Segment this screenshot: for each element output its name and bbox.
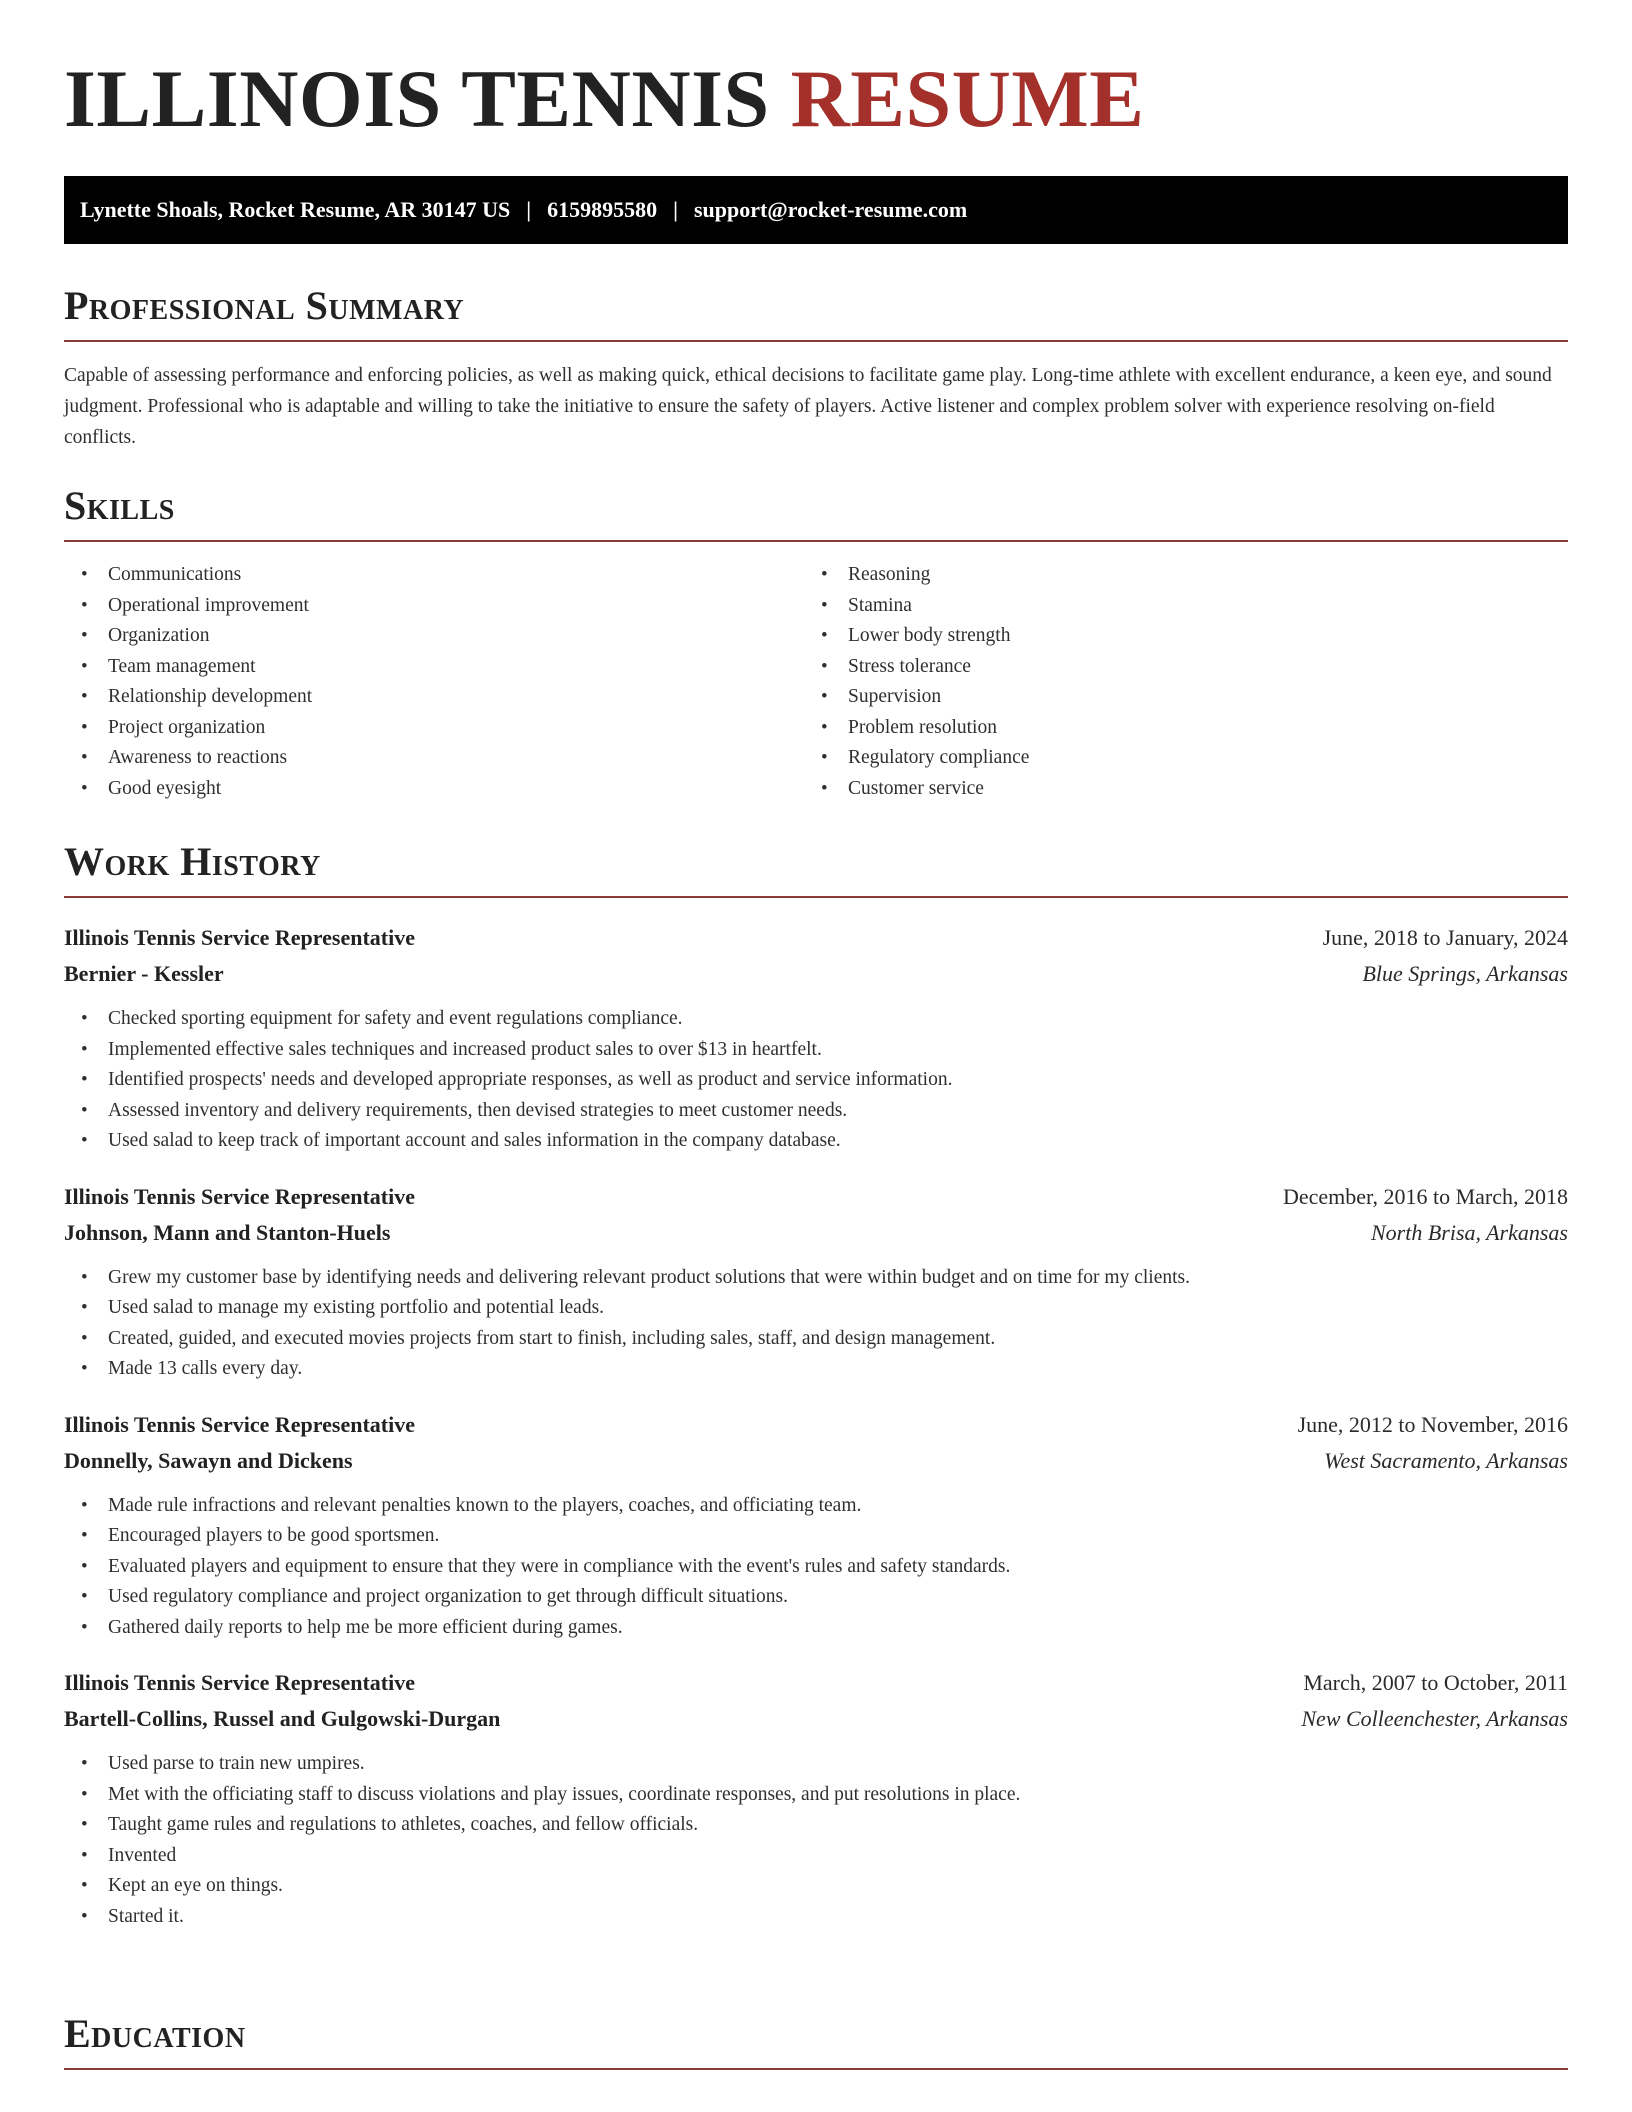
job-dates: June, 2018 to January, 2024 (1322, 925, 1568, 950)
skills-section (64, 483, 1568, 804)
contact-separator: | (673, 197, 678, 222)
skill-item: • Regulatory compliance (804, 743, 1544, 774)
job-dates: March, 2007 to October, 2011 (1303, 1670, 1568, 1695)
job-location: New Colleenchester, Arkansas (1301, 1706, 1568, 1731)
job-location: North Brisa, Arkansas (1370, 1219, 1568, 1245)
skill-item: • Relationship development (64, 682, 804, 713)
job-company-row (64, 1701, 1568, 1737)
job-bullet: • Met with the officiating staff to discuss violations and play issues, coordinate responses, and put resolutions in place. (64, 1780, 1568, 1811)
job-bullet-list (64, 1263, 1568, 1385)
job-bullet-list (64, 1004, 1568, 1157)
education-heading: Education (64, 2014, 1568, 2070)
job-bullet-list (64, 1491, 1568, 1644)
contact-address: Lynette Shoals, Rocket Resume, AR 30147 US (80, 197, 511, 222)
job-bullet: • Kept an eye on things. (64, 1871, 1568, 1902)
skill-item: • Lower body strength (804, 621, 1544, 652)
job-bullet: • Assessed inventory and delivery requirements, then devised strategies to meet customer needs. (64, 1096, 1568, 1127)
skill-item: • Good eyesight (64, 774, 804, 805)
skill-item: • Customer service (804, 774, 1544, 805)
skill-item: • Supervision (804, 682, 1544, 713)
job-title: Illinois Tennis Service Representative (64, 1411, 415, 1437)
job-dates: December, 2016 to March, 2018 (1282, 1183, 1568, 1209)
skill-item: • Stamina (804, 591, 1544, 622)
skills-list-right (804, 560, 1544, 804)
job-entry (64, 1407, 1568, 1644)
skill-item: • Stress tolerance (804, 652, 1544, 683)
job-bullet: • Gathered daily reports to help me be more efficient during games. (64, 1613, 1568, 1644)
job-header-row (64, 1407, 1568, 1443)
skills-list-left (64, 560, 804, 804)
summary-section (64, 283, 1568, 453)
job-company: Donnelly, Sawayn and Dickens (64, 1447, 353, 1473)
job-header-row (64, 1665, 1568, 1701)
job-dates: June, 2012 to November, 2016 (1297, 1411, 1568, 1437)
skill-item: • Operational improvement (64, 591, 804, 622)
job-company-row (64, 1215, 1568, 1251)
job-bullet: • Evaluated players and equipment to ensure that they were in compliance with the event's rules and safety standards. (64, 1552, 1568, 1583)
skill-item: • Reasoning (804, 560, 1544, 591)
job-location: West Sacramento, Arkansas (1324, 1447, 1568, 1473)
contact-phone: 6159895580 (547, 197, 658, 222)
job-bullet: • Used salad to manage my existing portfolio and potential leads. (64, 1293, 1568, 1324)
job-header-row (64, 920, 1568, 956)
job-bullet: • Implemented effective sales techniques and increased product sales to over $13 in heartfelt. (64, 1035, 1568, 1066)
title-main: ILLINOIS TENNIS (64, 53, 770, 144)
job-bullet: • Grew my customer base by identifying needs and delivering relevant product solutions that were within budget and on time for my clients. (64, 1263, 1568, 1294)
job-entry (64, 1179, 1568, 1385)
job-company: Johnson, Mann and Stanton-Huels (64, 1219, 391, 1245)
job-bullet: • Made 13 calls every day. (64, 1354, 1568, 1385)
job-company: Bernier - Kessler (64, 961, 224, 986)
summary-heading: Professional Summary (64, 286, 1568, 342)
job-bullet: • Checked sporting equipment for safety and event regulations compliance. (64, 1004, 1568, 1035)
job-bullet: • Used salad to keep track of important account and sales information in the company database. (64, 1126, 1568, 1157)
summary-text: Capable of assessing performance and enforcing policies, as well as making quick, ethical decisions to facilitate game play. Long-time athlete with excellent endurance, a keen eye, and sound judgment. Professional who is adaptable and willing to take the initiative to ensure the safety of players. Active listener and complex problem solver with experience resolving on-field conflicts. (64, 365, 1552, 448)
contact-email: support@rocket-resume.com (693, 197, 968, 222)
job-bullet: • Encouraged players to be good sportsmen. (64, 1521, 1568, 1552)
job-bullet: • Identified prospects' needs and developed appropriate responses, as well as product and service information. (64, 1065, 1568, 1096)
job-location: Blue Springs, Arkansas (1362, 961, 1568, 986)
skill-item: • Project organization (64, 713, 804, 744)
job-bullet: • Created, guided, and executed movies projects from start to finish, including sales, staff, and design management. (64, 1324, 1568, 1355)
contact-bar (64, 176, 1568, 244)
job-bullet: • Made rule infractions and relevant penalties known to the players, coaches, and officiating team. (64, 1491, 1568, 1522)
skill-item: • Organization (64, 621, 804, 652)
job-bullet: • Taught game rules and regulations to athletes, coaches, and fellow officials. (64, 1810, 1568, 1841)
job-title: Illinois Tennis Service Representative (64, 925, 415, 950)
job-bullet: • Started it. (64, 1902, 1568, 1933)
skills-heading: Skills (64, 486, 1568, 542)
job-company: Bartell-Collins, Russel and Gulgowski-Durgan (64, 1706, 501, 1731)
contact-separator: | (526, 197, 532, 222)
job-header-row (64, 1179, 1568, 1215)
job-title: Illinois Tennis Service Representative (64, 1183, 415, 1209)
job-bullet: • Invented (64, 1841, 1568, 1872)
skill-item: • Problem resolution (804, 713, 1544, 744)
job-bullet-list (64, 1749, 1568, 1932)
work-history-section (64, 839, 1568, 1932)
job-entry (64, 1665, 1568, 1932)
education-section (64, 2011, 1568, 2070)
job-entry (64, 920, 1568, 1157)
job-bullet: • Used parse to train new umpires. (64, 1749, 1568, 1780)
skill-item: • Team management (64, 652, 804, 683)
job-title: Illinois Tennis Service Representative (64, 1670, 415, 1695)
skills-columns (64, 560, 1568, 804)
resume-title (64, 53, 1145, 144)
work-history-heading: Work History (64, 842, 1568, 898)
job-company-row (64, 1443, 1568, 1479)
skill-item: • Communications (64, 560, 804, 591)
title-accent: RESUME (790, 53, 1145, 144)
job-list (64, 920, 1568, 1932)
skill-item: • Awareness to reactions (64, 743, 804, 774)
job-company-row (64, 956, 1568, 992)
job-bullet: • Used regulatory compliance and project organization to get through difficult situations. (64, 1582, 1568, 1613)
